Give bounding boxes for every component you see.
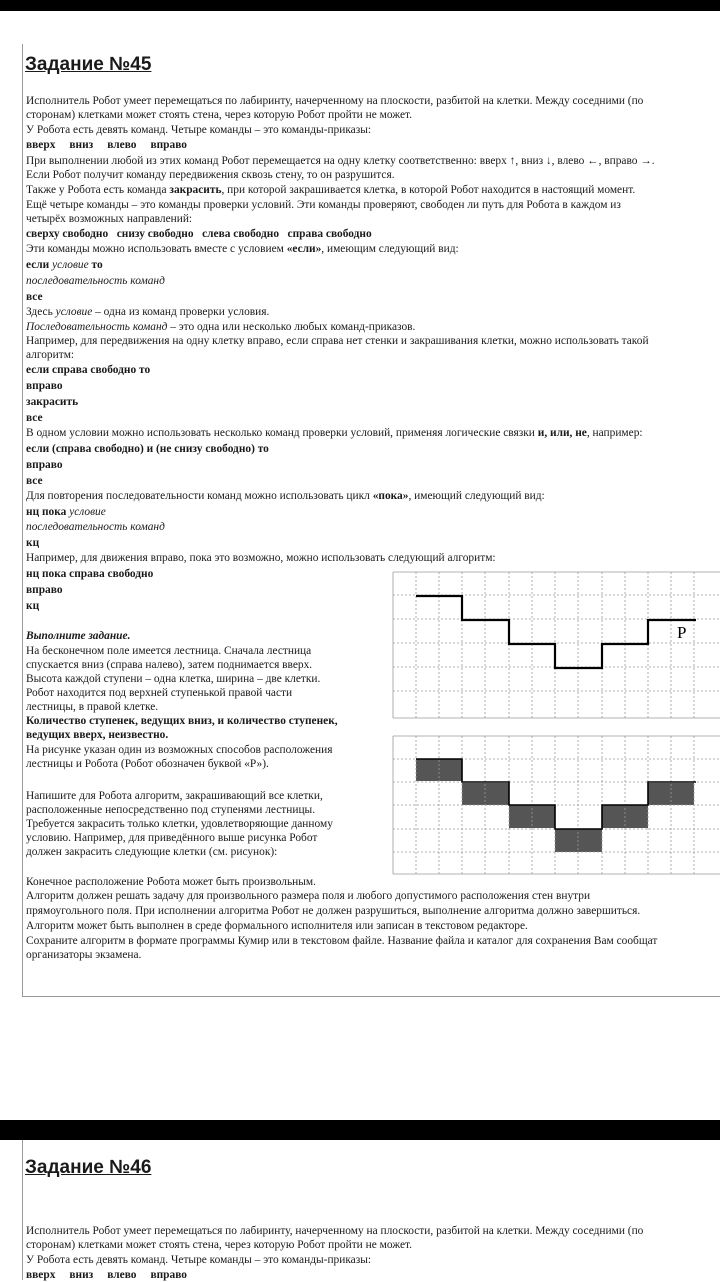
paragraph-line: Исполнитель Робот умеет перемещаться по лабиринту, начерченному на плоскости, разбитой на клетки. Между соседними (по <box>26 1225 644 1237</box>
paragraph-line: Здесь условие – одна из команд проверки условия. <box>26 306 270 318</box>
painted-cells-figure <box>391 734 720 876</box>
paragraph-line: сторонам) клетками может стоять стена, через которую Робот пройти не может. <box>26 1239 412 1251</box>
command-right: вправо <box>150 139 187 151</box>
code-line: кц <box>26 600 40 612</box>
command-left: влево <box>107 1269 137 1281</box>
if-syntax: если условие то <box>26 259 103 271</box>
paragraph-line: четырёх возможных направлений: <box>26 213 193 225</box>
code-line: вправо <box>26 380 63 392</box>
paragraph-line: Конечное расположение Робота может быть произвольным. <box>26 876 316 888</box>
command-down: вниз <box>69 139 94 151</box>
paragraph-line: Ещё четыре команды – это команды проверки условий. Эти команды проверяют, свободен ли путь для Робота в каждом из <box>26 199 621 211</box>
paragraph-line: Последовательность команд – это одна или несколько любых команд-приказов. <box>26 321 416 333</box>
paragraph-line: Для повторения последовательности команд можно использовать цикл «пока», имеющий следующий вид: <box>26 490 545 502</box>
page-separator-bar <box>0 1120 720 1140</box>
paragraph-line: На бесконечном поле имеется лестница. Сначала лестница <box>26 645 312 657</box>
paragraph-line: условию. Например, для приведённого выше рисунка Робот <box>26 832 318 844</box>
paragraph-line: У Робота есть девять команд. Четыре команды – это команды-приказы: <box>26 1254 372 1266</box>
staircase-figure <box>391 570 720 720</box>
check-commands: сверху свободно снизу свободно слева свободно справа свободно <box>26 228 372 240</box>
paragraph-line: ведущих вверх, неизвестно. <box>26 729 169 741</box>
task-46-title: Задание №46 <box>25 1157 152 1178</box>
paragraph-line: лестницы и Робота (Робот обозначен буквой «Р»). <box>26 758 269 770</box>
paragraph-line: Требуется закрасить только клетки, удовлетворяющие данному <box>26 818 333 830</box>
document-page-task-46 <box>22 1140 720 1280</box>
command-up: вверх <box>26 1269 56 1281</box>
paragraph-line: Алгоритм должен решать задачу для произвольного размера поля и любого допустимого расположения стен внутри <box>26 890 591 902</box>
paragraph-line: алгоритм: <box>26 349 75 361</box>
paragraph-line: У Робота есть девять команд. Четыре команды – это команды-приказы: <box>26 124 372 136</box>
paragraph-line: прямоугольного поля. При исполнении алгоритма Робот не должен разрушиться, выполнение алгоритма должно завершиться. <box>26 905 641 917</box>
end-keyword: все <box>26 291 43 303</box>
code-line: если справа свободно то <box>26 364 151 376</box>
command-list <box>26 138 201 152</box>
paragraph-line: Напишите для Робота алгоритм, закрашивающий все клетки, <box>26 790 323 802</box>
paragraph-line: Высота каждой ступени – одна клетка, ширина – две клетки. <box>26 673 321 685</box>
paragraph-line: Эти команды можно использовать вместе с условием «если», имеющим следующий вид: <box>26 243 459 255</box>
paragraph-line: При выполнении любой из этих команд Робот перемещается на одну клетку соответственно: вверх ↑, вниз ↓, влево ←, вправо →. <box>26 155 655 167</box>
paragraph-line: спускается вниз (справа налево), затем поднимается вверх. <box>26 659 313 671</box>
paragraph-line: Сохраните алгоритм в формате программы Кумир или в текстовом файле. Название файла и каталог для сохранения Вам сообщат <box>26 935 658 947</box>
paragraph-line: Если Робот получит команду передвижения сквозь стену, то он разрушится. <box>26 169 395 181</box>
paragraph-line: расположенные непосредственно под ступенями лестницы. <box>26 804 316 816</box>
code-line: закрасить <box>26 396 79 408</box>
top-black-bar <box>0 0 720 11</box>
code-line: если (справа свободно) и (не снизу свободно) то <box>26 443 269 455</box>
code-line: все <box>26 475 43 487</box>
code-line: все <box>26 412 43 424</box>
paragraph-line: Алгоритм может быть выполнен в среде формального исполнителя или записан в текстовом редакторе. <box>26 920 528 932</box>
do-task-heading: Выполните задание. <box>26 630 131 642</box>
command-right: вправо <box>150 1269 187 1281</box>
paragraph-line: Исполнитель Робот умеет перемещаться по лабиринту, начерченному на плоскости, разбитой на клетки. Между соседними (по <box>26 95 644 107</box>
paragraph-line: должен закрасить следующие клетки (см. рисунок): <box>26 846 278 858</box>
loop-syntax: нц пока условие <box>26 506 106 518</box>
robot-marker: Р <box>677 623 687 642</box>
sequence-placeholder: последовательность команд <box>26 521 165 533</box>
paragraph-line: сторонам) клетками может стоять стена, через которую Робот пройти не может. <box>26 109 412 121</box>
task-45-title: Задание №45 <box>25 54 152 75</box>
staircase-wall <box>416 596 696 668</box>
paragraph-line: На рисунке указан один из возможных способов расположения <box>26 744 333 756</box>
paragraph-line: лестницы, в правой клетке. <box>26 701 159 713</box>
command-up: вверх <box>26 139 56 151</box>
paragraph-line: Например, для передвижения на одну клетку вправо, если справа нет стенки и закрашивания клетки, можно использовать такой <box>26 335 649 347</box>
paragraph-line: Например, для движения вправо, пока это возможно, можно использовать следующий алгоритм: <box>26 552 496 564</box>
paragraph-line: В одном условии можно использовать несколько команд проверки условий, применяя логические связки и, или, не, например: <box>26 427 643 439</box>
paragraph-line: организаторы экзамена. <box>26 949 142 961</box>
paragraph-line: Количество ступенек, ведущих вниз, и количество ступенек, <box>26 715 338 727</box>
code-line: вправо <box>26 584 63 596</box>
code-line: вправо <box>26 459 63 471</box>
code-line: нц пока справа свободно <box>26 568 154 580</box>
loop-end-keyword: кц <box>26 537 40 549</box>
command-down: вниз <box>69 1269 94 1281</box>
paragraph-line: Также у Робота есть команда закрасить, при которой закрашивается клетка, в которой Робот находится в настоящий момент. <box>26 184 636 196</box>
command-left: влево <box>107 139 137 151</box>
paragraph-line: Робот находится под верхней ступенькой правой части <box>26 687 293 699</box>
sequence-placeholder: последовательность команд <box>26 275 165 287</box>
